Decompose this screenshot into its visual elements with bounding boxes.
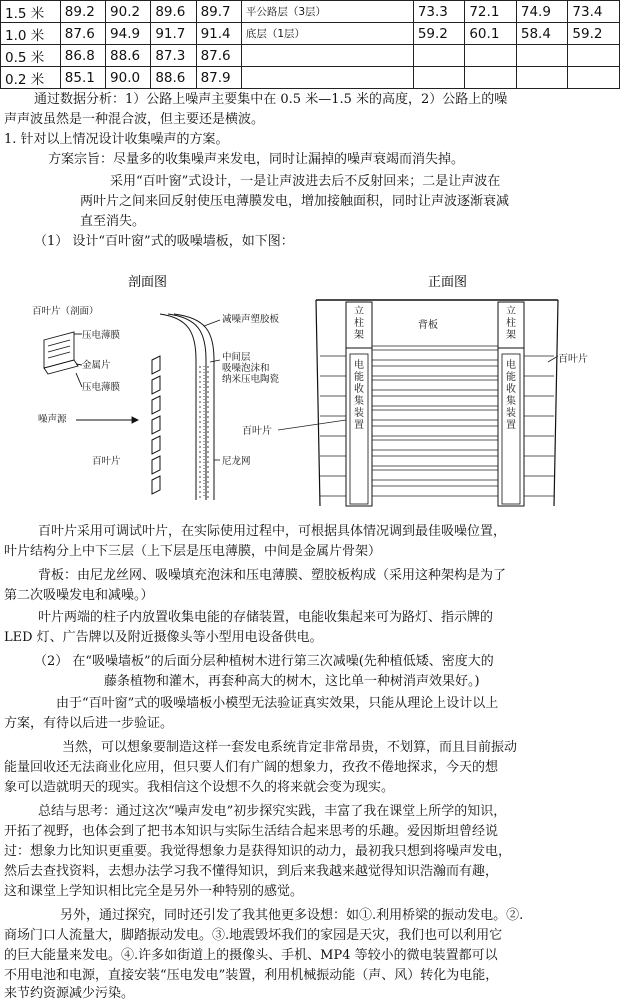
pillar-right-c2: 柱 [506, 318, 516, 329]
cell-value: 72.1 [465, 1, 517, 23]
table-row [1, 23, 620, 45]
label-pillar-left [354, 305, 364, 341]
noise-data-table [0, 0, 620, 89]
cell-value: 59.2 [568, 23, 620, 45]
row-height-label: 1.0 米 [1, 23, 61, 45]
cell-value: 86.8 [60, 45, 105, 67]
road-level-label: 底层（1层） [241, 23, 413, 45]
pillar-right-c1: 立 [506, 306, 516, 317]
pillar-right-c3: 架 [506, 330, 516, 341]
collector-right-c3: 收 [506, 384, 516, 395]
pillar-left-c1: 立 [354, 306, 364, 317]
cell-value: 59.2 [413, 23, 465, 45]
para7-line2: 商场门口人流量大，脚踏振动发电。③.地震毁坏我们的家园是天灾，我们也可以利用它 [4, 928, 503, 943]
para3-line1: 叶片两端的柱子内放置收集电能的存储装置，电能收集起来可为路灯、指示牌的 [38, 610, 494, 625]
cell-value: 87.9 [196, 67, 241, 89]
row-height-label: 1.5 米 [1, 1, 61, 23]
road-level-label: 平公路层（3层） [241, 1, 413, 23]
para5-line2: 能量回收还无法商业化应用，但只要人们有广阔的想象力，孜孜不倦地探求，今天的想 [4, 760, 499, 775]
para2-line1: 背板：由尼龙丝网、吸噪填充泡沫和压电薄膜、塑胶板构成（采用这种架构是为了 [38, 568, 507, 583]
collector-left-c3: 收 [354, 384, 364, 395]
cell-value [516, 67, 568, 89]
cell-value: 94.9 [106, 23, 151, 45]
collector-right-c5: 装 [506, 408, 516, 419]
para7-line5: 来节约资源减少污染。 [4, 986, 135, 1001]
collector-right-c4: 集 [506, 396, 516, 407]
collector-left-c4: 集 [354, 396, 364, 407]
label-collector-left [354, 358, 364, 431]
para6-line4: 然后去查找资料，去想办法学习我不懂得知识，到后来我越来越觉得知识浩瀚而有趣， [4, 864, 499, 879]
cell-value: 89.2 [60, 1, 105, 23]
cell-value: 60.1 [465, 23, 517, 45]
para6-line5: 这和课堂上学知识相比完全是另外一种特别的感觉。 [4, 884, 304, 899]
cell-value: 58.4 [516, 23, 568, 45]
label-piezo-film-bottom: 压电薄膜 [82, 382, 121, 393]
collector-left-c2: 能 [354, 372, 364, 383]
collector-left-c5: 装 [354, 408, 364, 419]
cell-value: 87.3 [151, 45, 196, 67]
label-metal-sheet: 金属片 [82, 360, 111, 371]
row-height-label: 0.5 米 [1, 45, 61, 67]
cell-value [516, 45, 568, 67]
label-middle3: 纳米压电陶瓷 [222, 374, 280, 385]
table-row [1, 45, 620, 67]
para5-line3: 象可以造就明天的现实。我相信这个设想不久的将来就会变为现实。 [4, 780, 395, 795]
table-row [1, 67, 620, 89]
cell-value [413, 45, 465, 67]
cell-value: 73.3 [413, 1, 465, 23]
cell-value: 91.7 [151, 23, 196, 45]
label-pillar-right [506, 305, 516, 341]
para4-line2: 方案，有待以后进一步验证。 [4, 716, 174, 731]
label-middle1: 中间层 [222, 352, 251, 363]
row-height-label: 0.2 米 [1, 67, 61, 89]
cell-value: 89.7 [196, 1, 241, 23]
cell-value: 73.4 [568, 1, 620, 23]
para7-line3: 的巨大能量来发电。④.许多如街道上的摄像头、手机、MP4 等较小的微电装置都可以 [4, 948, 498, 963]
label-blade-front-right: 百叶片 [558, 354, 588, 365]
cell-value [413, 67, 465, 89]
label-nylon-mesh: 尼龙网 [222, 456, 251, 467]
label-blade-front-left: 百叶片 [242, 426, 272, 437]
cell-value: 88.6 [151, 67, 196, 89]
para6-line3: 过：想象力比知识更重要。我觉得想象力是获得知识的动力，最初我只想到将噪声发电， [4, 844, 512, 859]
cell-value: 89.6 [151, 1, 196, 23]
step2-line2: 藤条植物和灌木，再套种高大的树木，这比单一种树消声效果好。) [104, 674, 480, 689]
para1-line2: 叶片结构分上中下三层（上下层是压电薄膜，中间是金属片骨架） [4, 544, 382, 559]
step-1: （1） 设计“百叶窗”式的吸噪墙板，如下图： [34, 234, 294, 249]
label-middle2: 吸噪泡沫和 [222, 363, 270, 374]
method-line2: 两叶片之间来回反射使压电薄膜发电，增加接触面积，同时让声波逐渐衰减 [80, 194, 510, 209]
label-blade-left: 百叶片 [92, 456, 121, 467]
road-level-label [241, 45, 413, 67]
label-blinds-section: 百叶片（剖面） [32, 306, 99, 317]
cell-value [568, 67, 620, 89]
label-back-board: 背板 [418, 320, 438, 331]
analysis-line1: 通过数据分析：1）公路上噪声主要集中在 0.5 米—1.5 米的高度，2）公路上的噪 [34, 92, 508, 107]
method-line3: 直至消失。 [80, 214, 146, 229]
para7-line1: 另外，通过探究，同时还引发了我其他更多设想：如①.利用桥梁的振动发电。②. [60, 908, 524, 923]
analysis-line2: 声声波虽然是一种混合波，但主要还是横波。 [4, 112, 265, 127]
table-row [1, 1, 620, 23]
cell-value: 88.6 [106, 45, 151, 67]
label-collector-right [506, 358, 516, 431]
para7-line4: 不用电池和电源，直接安装“压电发电”装置，利用机械振动能（声、风）转化为电能， [4, 968, 499, 983]
purpose: 方案宗旨：尽量多的收集噪声来发电，同时让漏掉的噪声衰竭而消失掉。 [48, 152, 465, 167]
method-line1: 采用“百叶窗”式设计，一是让声波进去后不反射回来；二是让声波在 [110, 174, 501, 189]
label-plastic-board: 减噪声塑胶板 [222, 314, 280, 325]
cell-value [465, 67, 517, 89]
front-view-title: 正面图 [428, 275, 468, 290]
cell-value: 74.9 [516, 1, 568, 23]
label-piezo-film-top: 压电薄膜 [82, 330, 121, 341]
cell-value: 90.0 [106, 67, 151, 89]
pillar-left-c2: 柱 [354, 318, 364, 329]
cell-value [568, 45, 620, 67]
step2-line1: （2） 在“吸噪墙板”的后面分层种植树木进行第三次减噪(先种植低矮、密度大的 [34, 654, 494, 669]
collector-left-c6: 置 [354, 420, 364, 431]
collector-right-c6: 置 [506, 420, 516, 431]
road-level-label [241, 67, 413, 89]
pillar-left-c3: 架 [354, 330, 364, 341]
label-noise-source: 噪声源 [38, 414, 67, 425]
cell-value: 90.2 [106, 1, 151, 23]
para6-line1: 总结与思考：通过这次“噪声发电”初步探究实践，丰富了我在课堂上所学的知识， [38, 804, 507, 819]
para1-line1: 百叶片采用可调试叶片，在实际使用过程中，可根据具体情况调到最佳吸噪位置， [38, 524, 507, 539]
blinds-wall-figure [28, 270, 592, 514]
item-1: 1. 针对以上情况设计收集噪声的方案。 [4, 132, 229, 147]
para4-line1: 由于“百叶窗”式的吸噪墙板小模型无法验证真实效果，只能从理论上设计以上 [56, 696, 499, 711]
para6-line2: 开拓了视野，也体会到了把书本知识与实际生活结合起来思考的乐趣。爱因斯坦曾经说 [4, 824, 499, 839]
section-view-title: 剖面图 [128, 275, 168, 290]
cell-value: 91.4 [196, 23, 241, 45]
cell-value: 87.6 [60, 23, 105, 45]
collector-right-c1: 电 [506, 360, 516, 371]
collector-left-c1: 电 [354, 360, 364, 371]
para5-line1: 当然，可以想象要制造这样一套发电系统肯定非常昂贵，不划算，而且目前振动 [62, 740, 518, 755]
para2-line2: 第二次吸噪发电和减噪。） [4, 588, 154, 603]
cell-value: 85.1 [60, 67, 105, 89]
collector-right-c2: 能 [506, 372, 516, 383]
cell-value: 87.6 [196, 45, 241, 67]
para3-line2: LED 灯、广告牌以及附近摄像头等小型用电设备供电。 [4, 630, 323, 645]
cell-value [465, 45, 517, 67]
